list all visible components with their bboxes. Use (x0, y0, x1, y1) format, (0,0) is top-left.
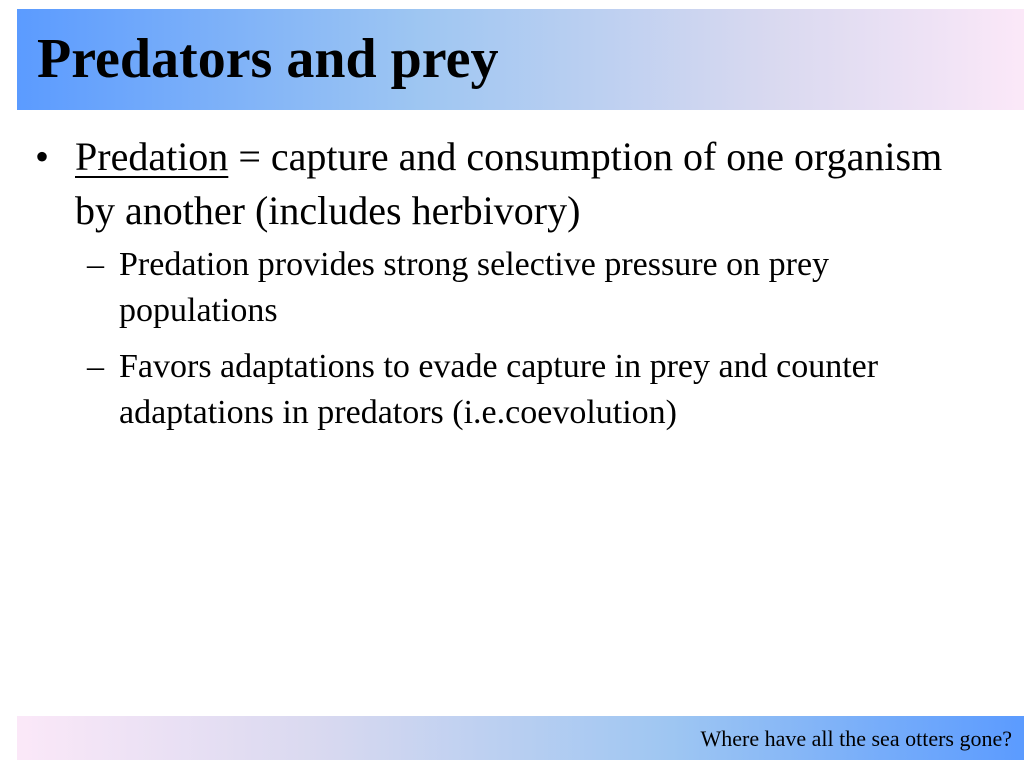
title-bar (17, 9, 1024, 110)
sub-bullet-text: Favors adaptations to evade capture in prey and counter adaptations in predators (i.e.coevolution) (119, 348, 879, 431)
slide-title: Predators and prey (37, 28, 499, 90)
bullet-predation (35, 130, 975, 238)
sub-bullet-adaptations (87, 344, 989, 436)
bullet-marker: • (35, 134, 50, 179)
sub-bullet-selective-pressure (87, 242, 989, 334)
sub-bullet-marker: – (87, 348, 104, 385)
term-predation: Predation (75, 134, 229, 179)
sub-bullet-text: Predation provides strong selective pressure on prey populations (119, 246, 830, 329)
footer-text: Where have all the sea otters gone? (700, 726, 1012, 751)
footer-bar (17, 716, 1024, 760)
bullet-text: = capture and consumption of one organism by another (includes herbivory) (75, 134, 943, 233)
sub-bullet-marker: – (87, 246, 104, 283)
